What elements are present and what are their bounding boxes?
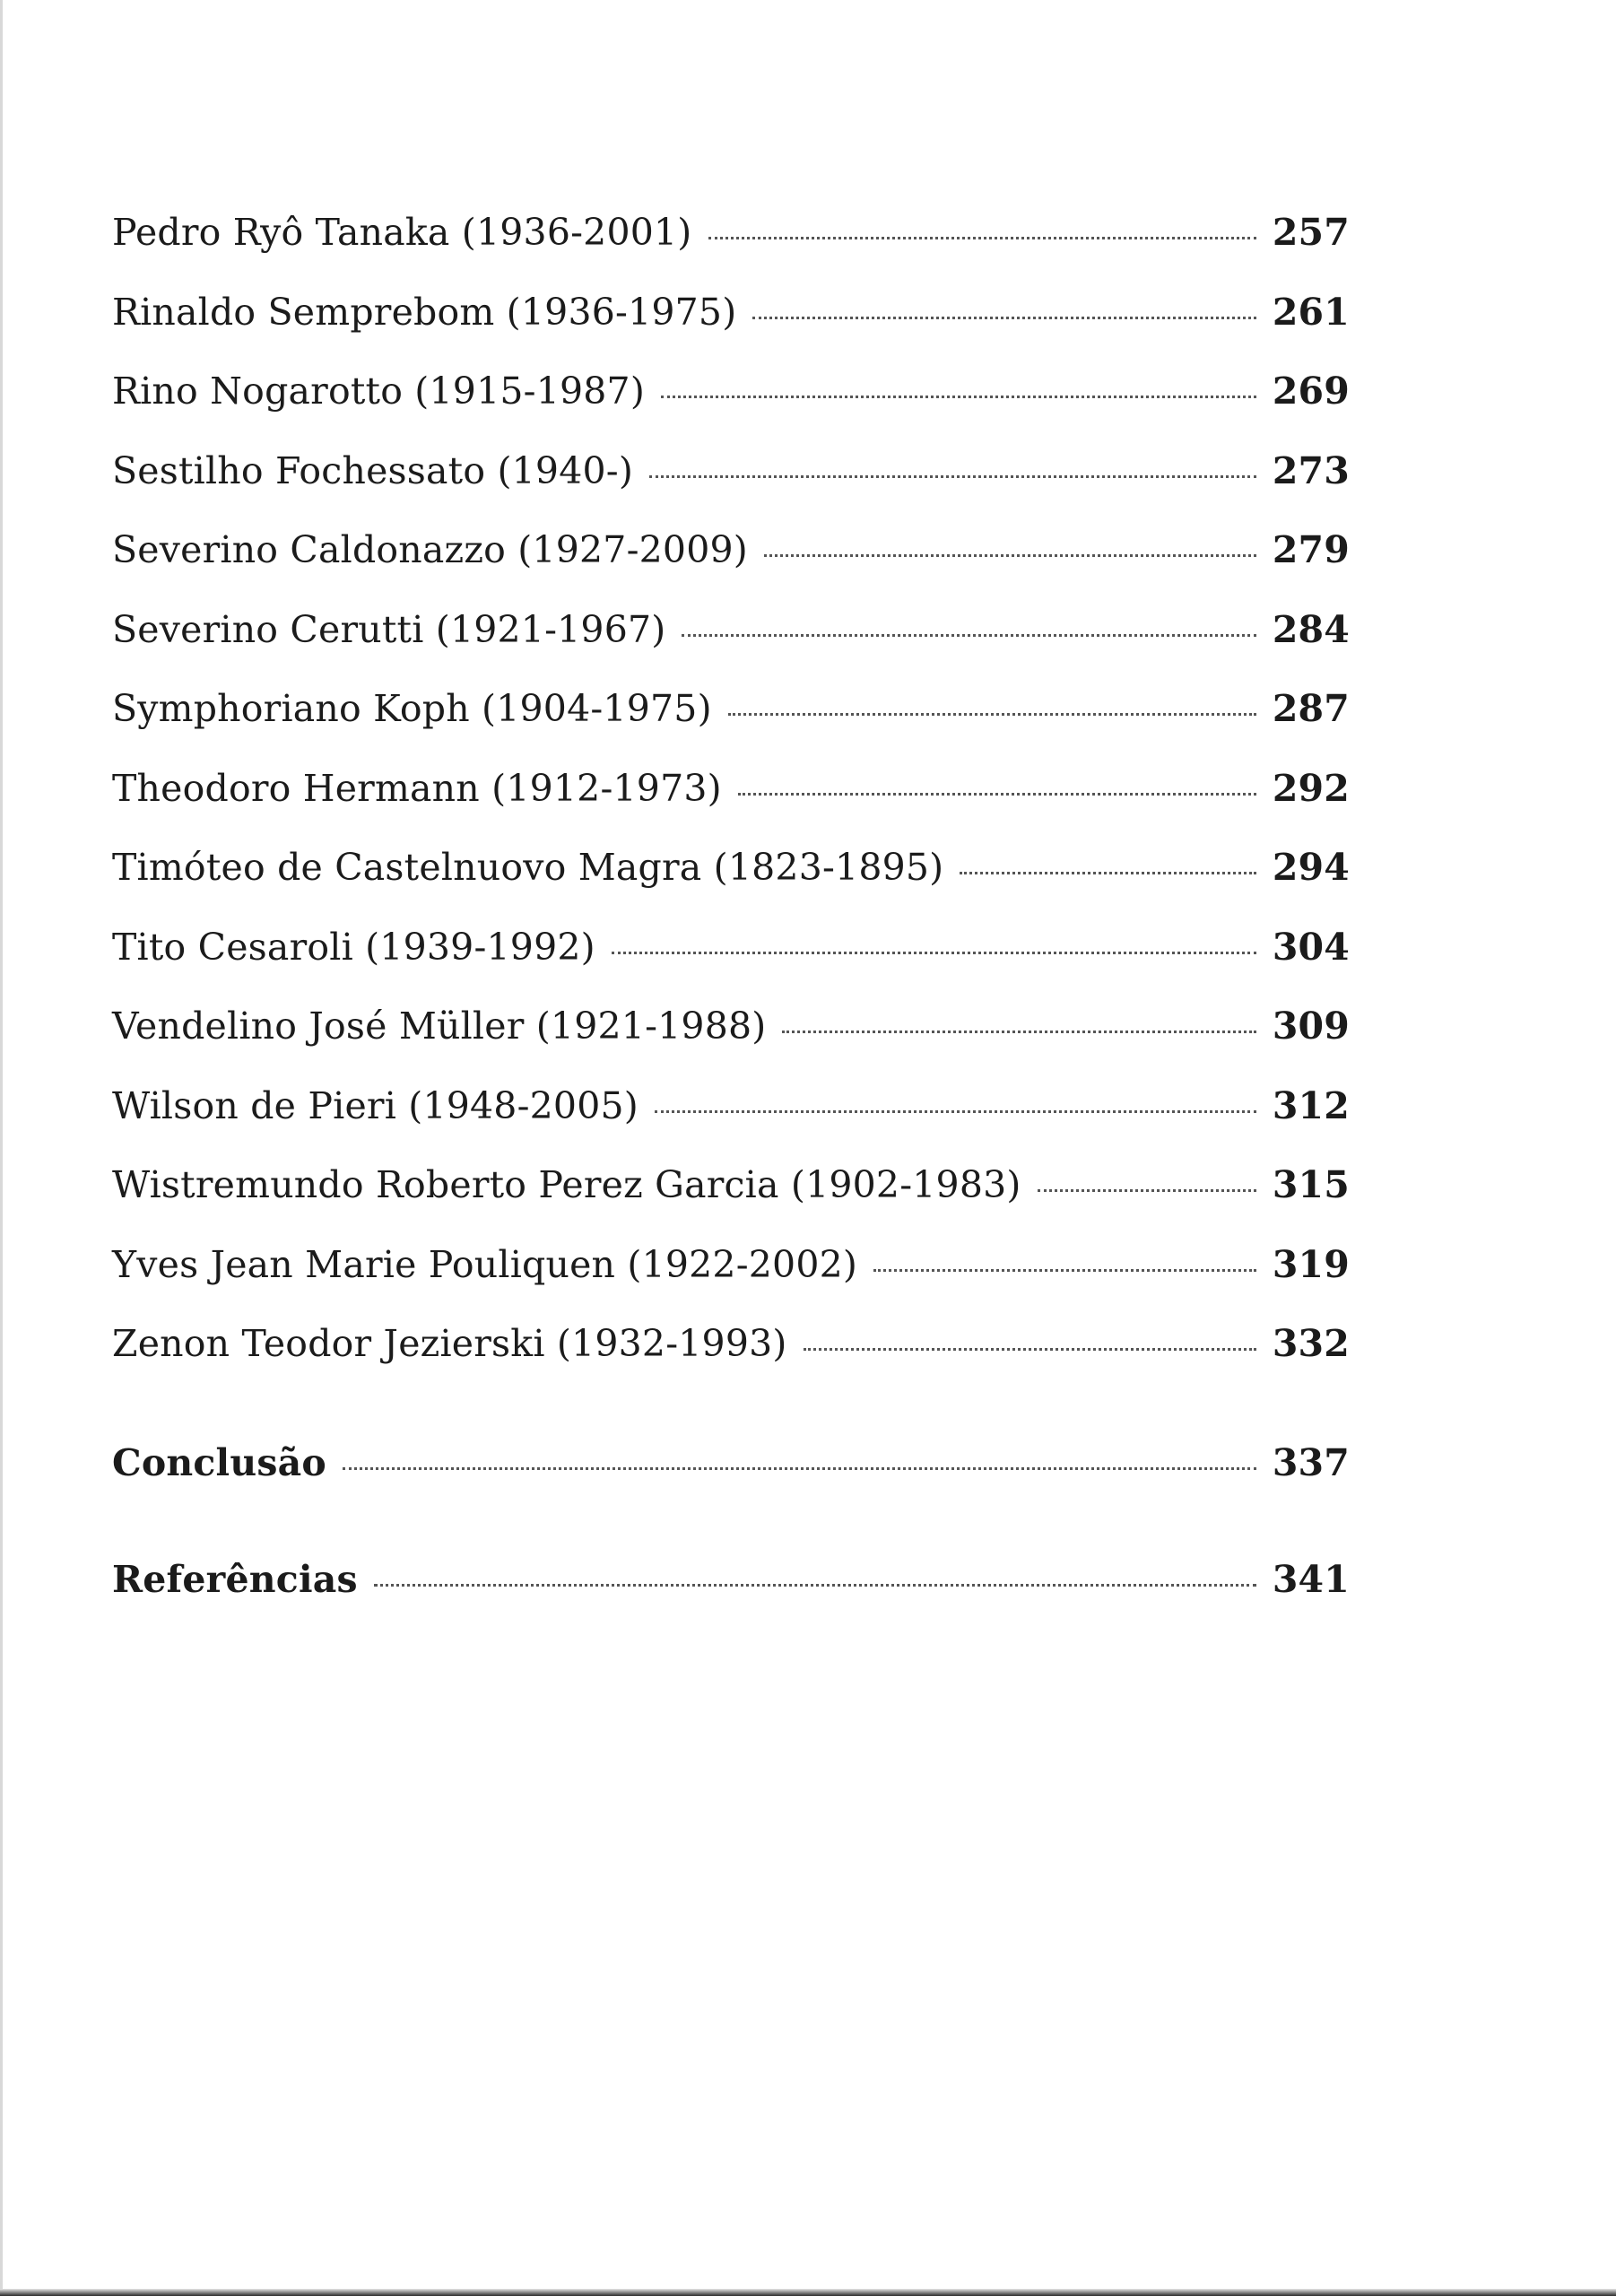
- toc-entry-page: 292: [1272, 766, 1350, 810]
- toc-entry: [112, 370, 1350, 449]
- toc-entry-page: 261: [1272, 290, 1350, 334]
- toc-section-page: 341: [1272, 1558, 1350, 1601]
- toc-entry-page: 315: [1272, 1163, 1350, 1206]
- toc-entry-title: Timóteo de Castelnuovo Magra (1823-1895): [112, 846, 944, 889]
- toc-entry: [112, 1163, 1350, 1243]
- scan-edge-left: [0, 0, 3, 2296]
- toc-entry-page: 273: [1272, 448, 1350, 492]
- toc-entry: [112, 926, 1350, 1005]
- dot-leader: [343, 1467, 1256, 1470]
- toc-entry-title: Pedro Ryô Tanaka (1936-2001): [112, 211, 692, 254]
- dot-leader: [804, 1348, 1256, 1351]
- dot-leader: [960, 872, 1256, 874]
- toc-entry: [112, 767, 1350, 847]
- toc-section-references: [112, 1558, 1350, 1638]
- dot-leader: [649, 475, 1256, 478]
- toc-entry-page: 332: [1272, 1322, 1350, 1365]
- toc-entry: [112, 291, 1350, 370]
- toc-entry-page: 294: [1272, 846, 1350, 889]
- toc-section-page: 337: [1272, 1440, 1350, 1484]
- toc-entry-title: Severino Cerutti (1921-1967): [112, 607, 666, 651]
- toc-entry: [112, 1322, 1350, 1402]
- toc-entry-title: Symphoriano Koph (1904-1975): [112, 687, 712, 730]
- toc-entry-page: 279: [1272, 528, 1350, 571]
- toc-entry-page: 319: [1272, 1242, 1350, 1286]
- toc-entry-title: Vendelino José Müller (1921-1988): [112, 1004, 767, 1048]
- dot-leader: [682, 634, 1256, 637]
- toc-entry: [112, 449, 1350, 529]
- toc-entry-title: Yves Jean Marie Pouliquen (1922-2002): [112, 1242, 858, 1286]
- toc-entry-title: Tito Cesaroli (1939-1992): [112, 925, 595, 969]
- toc-entry-title: Severino Caldonazzo (1927-2009): [112, 528, 748, 571]
- toc-entry-title: Theodoro Hermann (1912-1973): [112, 766, 722, 810]
- dot-leader: [1038, 1189, 1256, 1192]
- toc-entry-page: 284: [1272, 607, 1350, 651]
- dot-leader: [708, 237, 1256, 239]
- toc-entry: [112, 1004, 1350, 1084]
- toc-entry-title: Rino Nogarotto (1915-1987): [112, 370, 646, 413]
- toc-entry-title: Sestilho Fochessato (1940-): [112, 448, 634, 492]
- toc-section-title: Conclusão: [112, 1440, 326, 1484]
- toc-entry: [112, 687, 1350, 767]
- table-of-contents: [112, 211, 1350, 1638]
- toc-entry-title: Wilson de Pieri (1948-2005): [112, 1083, 639, 1127]
- toc-entry-page: 312: [1272, 1083, 1350, 1127]
- toc-entry-page: 269: [1272, 370, 1350, 413]
- toc-entry-title: Zenon Teodor Jezierski (1932-1993): [112, 1322, 787, 1365]
- dot-leader: [661, 396, 1256, 398]
- toc-entry-title: Wistremundo Roberto Perez Garcia (1902-1983): [112, 1163, 1021, 1206]
- toc-entry-page: 309: [1272, 1004, 1350, 1048]
- dot-leader: [612, 952, 1256, 954]
- toc-entry-page: 287: [1272, 687, 1350, 730]
- dot-leader: [655, 1110, 1256, 1113]
- toc-section-title: Referências: [112, 1558, 358, 1601]
- toc-entry: [112, 528, 1350, 608]
- dot-leader: [738, 793, 1256, 796]
- toc-entry-page: 257: [1272, 211, 1350, 254]
- toc-entry: [112, 608, 1350, 688]
- toc-section-conclusion: [112, 1441, 1350, 1521]
- toc-entry: [112, 1243, 1350, 1323]
- toc-entry: [112, 846, 1350, 926]
- dot-leader: [752, 317, 1256, 319]
- toc-entry: [112, 211, 1350, 291]
- scan-edge-bottom: [0, 2289, 1616, 2296]
- toc-entry-page: 304: [1272, 925, 1350, 969]
- dot-leader: [374, 1584, 1256, 1587]
- toc-entry-title: Rinaldo Semprebom (1936-1975): [112, 290, 737, 334]
- dot-leader: [873, 1269, 1256, 1272]
- dot-leader: [782, 1031, 1256, 1033]
- toc-entry: [112, 1084, 1350, 1164]
- dot-leader: [728, 713, 1256, 716]
- dot-leader: [764, 554, 1256, 557]
